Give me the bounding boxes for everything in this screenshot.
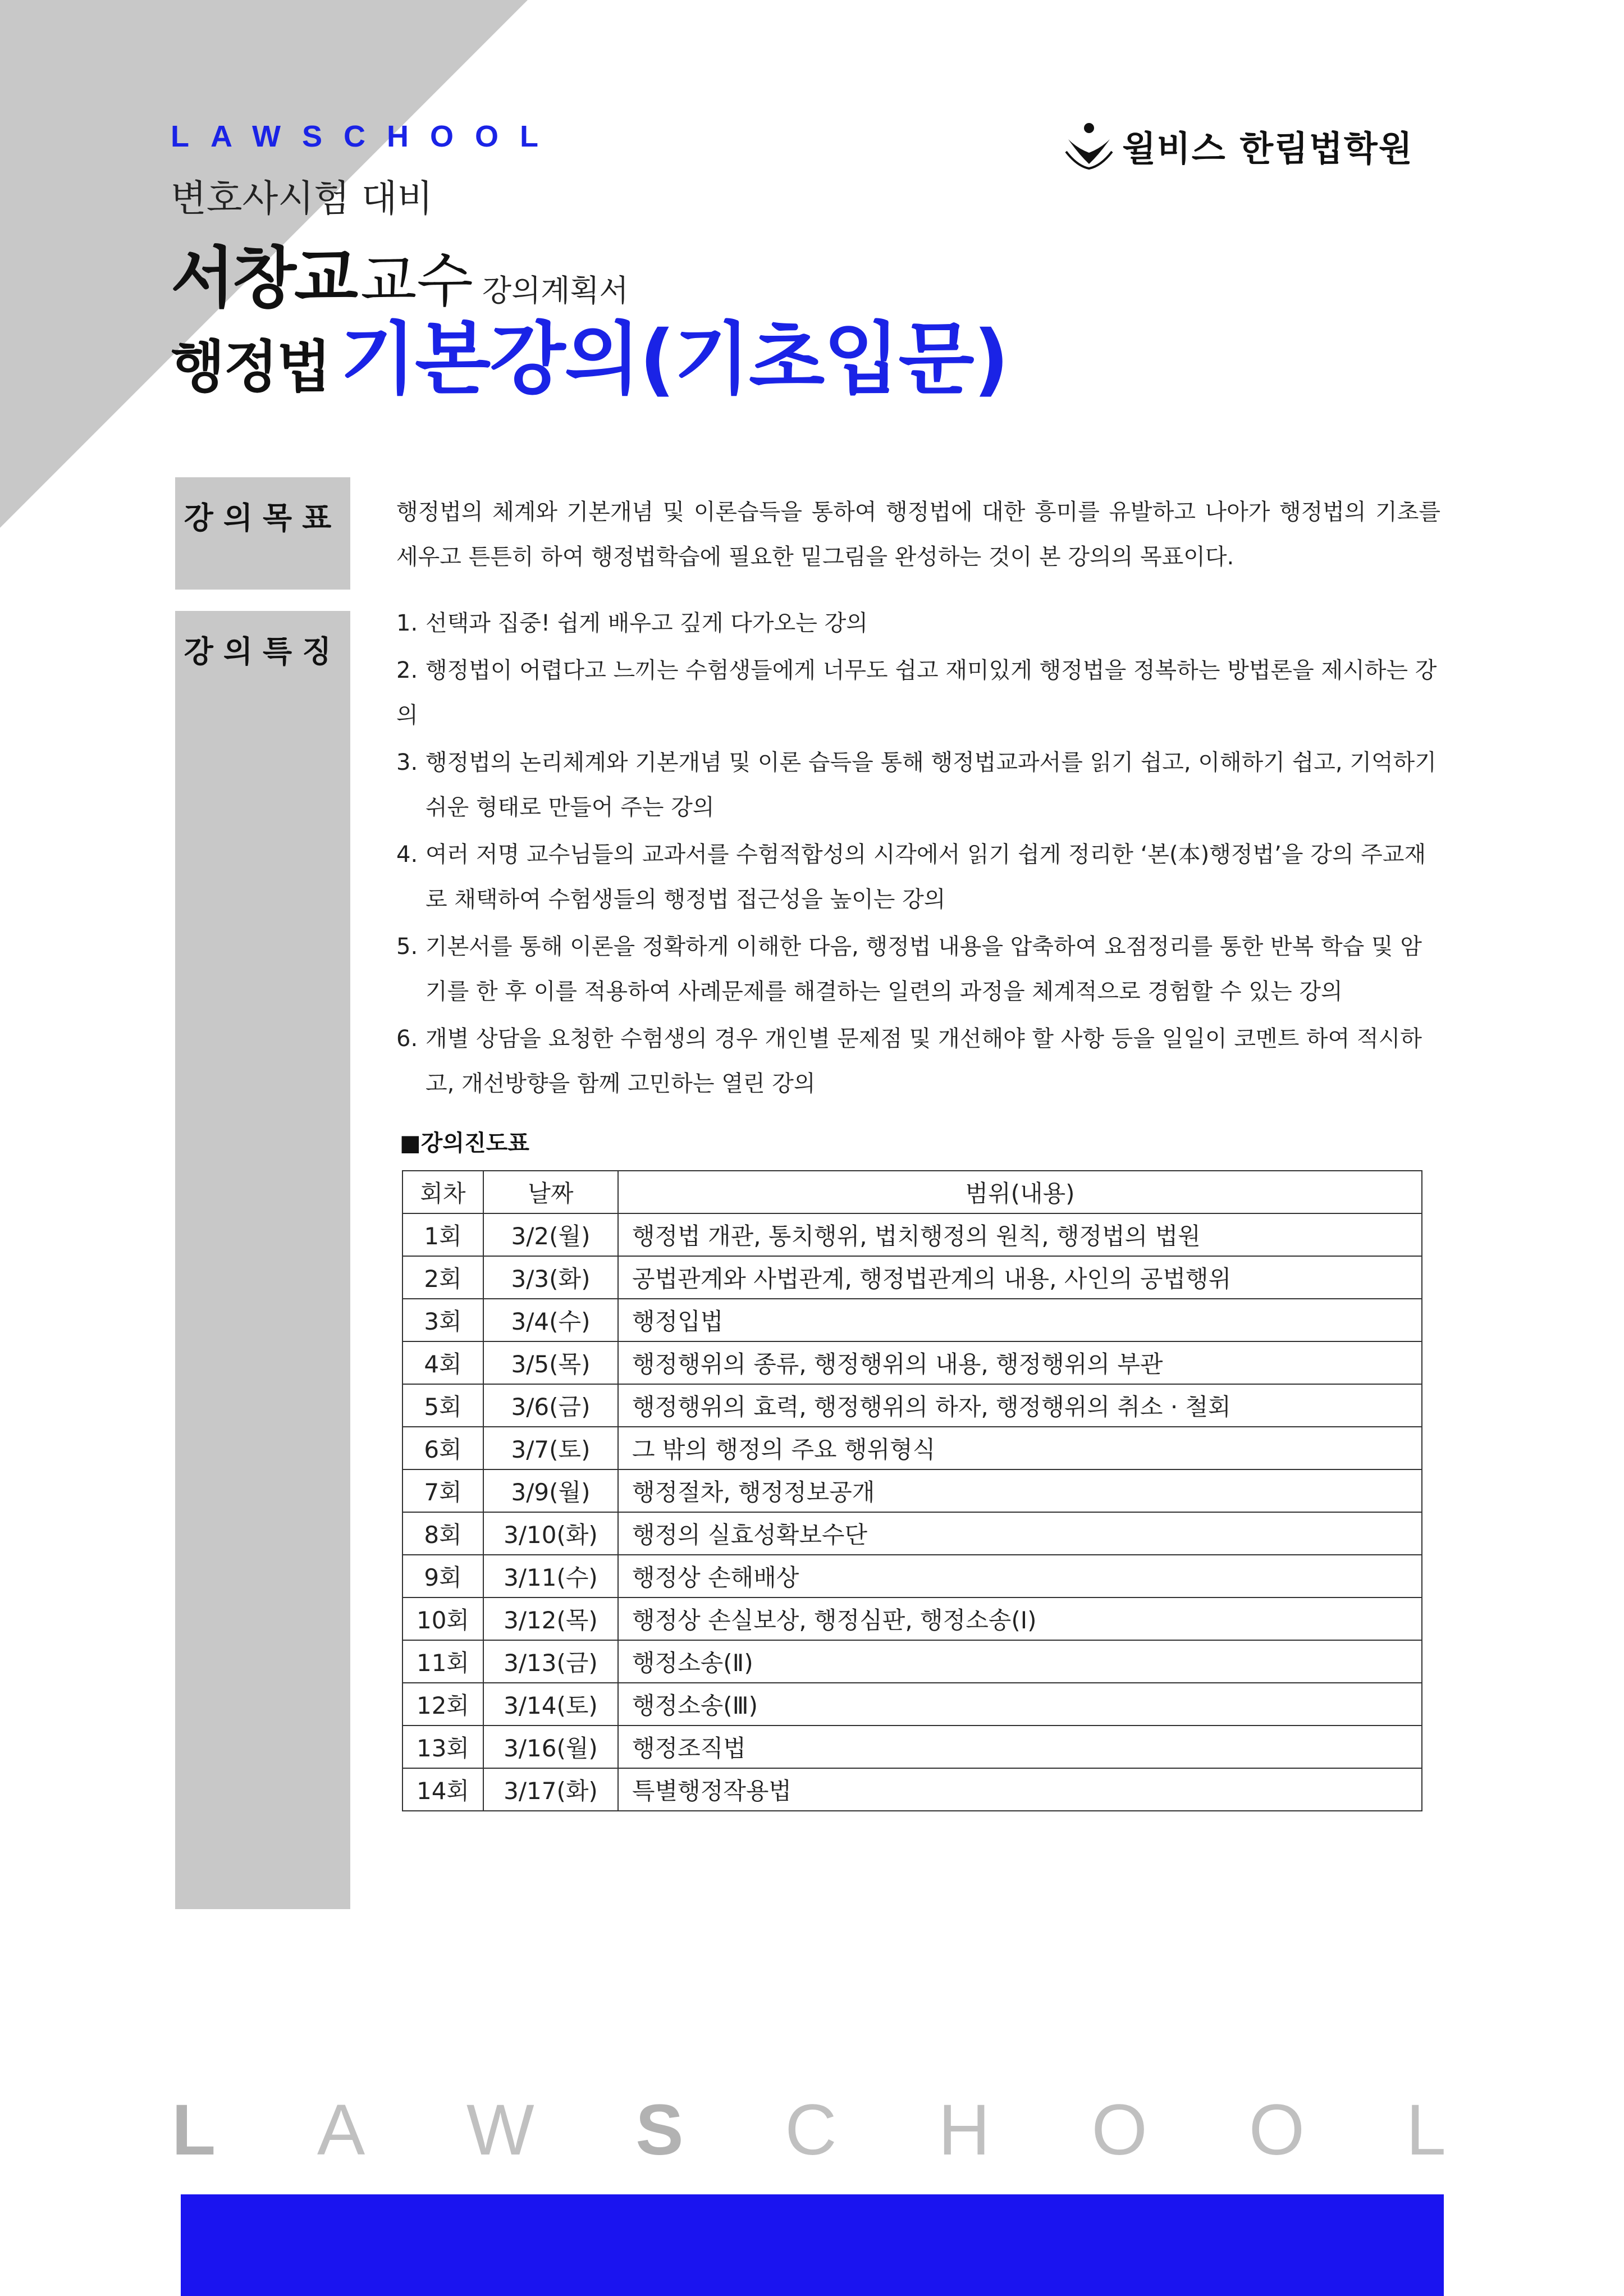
table-row: 4회 3/5(목) 행정행위의 종류, 행정행위의 내용, 행정행위의 부관 <box>402 1341 1422 1384</box>
exam-subtitle: 변호사시험 대비 <box>171 177 433 220</box>
footer-letter: W <box>466 2090 534 2170</box>
progress-table-title: ■강의진도표 <box>400 1130 529 1156</box>
table-row: 6회 3/7(토) 그 밖의 행정의 주요 행위형식 <box>402 1427 1422 1469</box>
footer-lawschool-word <box>172 2089 1446 2171</box>
footer-letter: H <box>938 2090 990 2170</box>
course-title-line <box>171 296 1008 409</box>
footer-letter: L <box>172 2090 216 2170</box>
footer-letter: S <box>635 2090 684 2170</box>
professor-rank: 교수 <box>360 247 473 315</box>
footer-blue-bar <box>181 2194 1444 2296</box>
brand-lawschool: LAWSCHOOL <box>171 120 560 153</box>
goal-label: 강의목표 <box>184 500 342 536</box>
goal-label-box <box>175 477 350 590</box>
figure-logo-icon <box>1064 120 1114 171</box>
course-name: 기본강의(기초입문) <box>340 314 1008 405</box>
table-row: 8회 3/10(화) 행정의 실효성확보수단 <box>402 1512 1422 1555</box>
footer-letter: O <box>1248 2090 1305 2170</box>
plan-label: 강의계획서 <box>482 273 629 308</box>
table-row: 12회 3/14(토) 행정소송(Ⅲ) <box>402 1683 1422 1726</box>
table-row: 7회 3/9(월) 행정절차, 행정정보공개 <box>402 1469 1422 1512</box>
footer-letter: O <box>1091 2090 1147 2170</box>
course-subject: 행정법 <box>171 334 330 400</box>
feature-item: 4. 여러 저명 교수님들의 교과서를 수험적합성의 시각에서 읽기 쉽게 정리한 ‘본(本)행정법’을 강의 주교재로 채택하여 수험생들의 행정법 접근성을 높이는 강의 <box>396 842 1426 912</box>
academy-logo <box>1064 120 1413 171</box>
table-row: 9회 3/11(수) 행정상 손해배상 <box>402 1555 1422 1597</box>
logo-text: 윌비스 한림법학원 <box>1122 127 1413 169</box>
feature-item: 3. 행정법의 논리체계와 기본개념 및 이론 습득을 통해 행정법교과서를 읽기 쉽고, 이해하기 쉽고, 기억하기 쉬운 형태로 만들어 주는 강의 <box>396 750 1437 820</box>
table-row: 10회 3/12(목) 행정상 손실보상, 행정심판, 행정소송(Ⅰ) <box>402 1597 1422 1640</box>
footer-letter: L <box>1406 2090 1446 2170</box>
table-row: 14회 3/17(화) 특별행정작용법 <box>402 1768 1422 1811</box>
table-row: 13회 3/16(월) 행정조직법 <box>402 1726 1422 1768</box>
footer-letter: A <box>317 2090 365 2170</box>
goal-text: 행정법의 체계와 기본개념 및 이론습득을 통하여 행정법에 대한 흥미를 유발하고 나아가 행정법의 기초를 세우고 튼튼히 하여 행정법학습에 필요한 밑그림을 완성하는 것이 본 강의의 목표이다. <box>396 499 1440 570</box>
progress-table <box>402 1170 1422 1811</box>
column-header-session: 회차 <box>402 1171 483 1213</box>
feature-item: 5. 기본서를 통해 이론을 정확하게 이해한 다음, 행정법 내용을 압축하여 요점정리를 통한 반복 학습 및 암기를 한 후 이를 적용하여 사례문제를 해결하는 일련의 과정을 체계적으로 경험할 수 있는 강의 <box>396 934 1422 1005</box>
table-row: 3회 3/4(수) 행정입법 <box>402 1299 1422 1341</box>
table-header-row <box>402 1171 1422 1213</box>
professor-name: 서창교 <box>171 239 356 317</box>
table-row: 2회 3/3(화) 공법관계와 사법관계, 행정법관계의 내용, 사인의 공법행위 <box>402 1256 1422 1299</box>
feature-item: 6. 개별 상담을 요청한 수험생의 경우 개인별 문제점 및 개선해야 할 사항 등을 일일이 코멘트 하여 적시하고, 개선방향을 함께 고민하는 열린 강의 <box>396 1026 1422 1097</box>
column-header-date: 날짜 <box>483 1171 618 1213</box>
footer-letter: C <box>785 2090 837 2170</box>
feature-item: 1. 선택과 집중! 쉽게 배우고 깊게 다가오는 강의 <box>396 610 868 636</box>
table-row: 1회 3/2(월) 행정법 개관, 통치행위, 법치행정의 원칙, 행정법의 법원 <box>402 1213 1422 1256</box>
table-row: 5회 3/6(금) 행정행위의 효력, 행정행위의 하자, 행정행위의 취소 · 철회 <box>402 1384 1422 1427</box>
features-label-box <box>175 611 350 1909</box>
features-label: 강의특징 <box>184 634 342 669</box>
features-list <box>396 601 1440 1108</box>
table-row: 11회 3/13(금) 행정소송(Ⅱ) <box>402 1640 1422 1683</box>
feature-item: 2. 행정법이 어렵다고 느끼는 수험생들에게 너무도 쉽고 재미있게 행정법을 정복하는 방법론을 제시하는 강의 <box>396 658 1437 728</box>
column-header-scope: 범위(내용) <box>618 1171 1422 1213</box>
